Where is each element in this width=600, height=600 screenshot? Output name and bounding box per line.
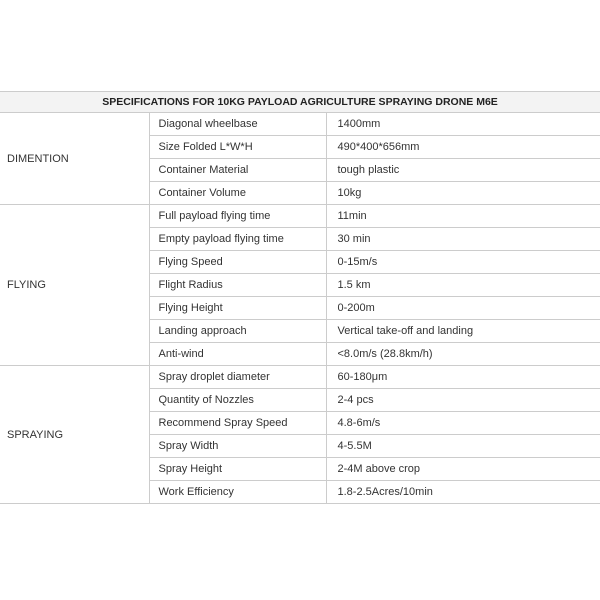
table-row <box>0 113 600 136</box>
spec-value: 2-4M above crop <box>326 458 600 481</box>
spec-value: Vertical take-off and landing <box>326 320 600 343</box>
spec-label: Empty payload flying time <box>149 228 326 251</box>
spec-value: tough plastic <box>326 159 600 182</box>
table-header-row <box>0 92 600 113</box>
spec-label: Flying Height <box>149 297 326 320</box>
spec-value: 30 min <box>326 228 600 251</box>
table-title: SPECIFICATIONS FOR 10KG PAYLOAD AGRICULTURE SPRAYING DRONE M6E <box>0 92 600 113</box>
spec-value: 0-200m <box>326 297 600 320</box>
spec-value: 4.8-6m/s <box>326 412 600 435</box>
group-label-dimention: DIMENTION <box>0 113 149 205</box>
spec-label: Recommend Spray Speed <box>149 412 326 435</box>
specifications-table <box>0 91 600 504</box>
spec-label: Container Material <box>149 159 326 182</box>
spec-label: Quantity of Nozzles <box>149 389 326 412</box>
spec-value: 0-15m/s <box>326 251 600 274</box>
spec-value: 11min <box>326 205 600 228</box>
spec-label: Work Efficiency <box>149 481 326 504</box>
spec-label: Full payload flying time <box>149 205 326 228</box>
spec-value: 2-4 pcs <box>326 389 600 412</box>
spec-value: 1400mm <box>326 113 600 136</box>
spec-label: Size Folded L*W*H <box>149 136 326 159</box>
spec-value: 60-180μm <box>326 366 600 389</box>
spec-label: Landing approach <box>149 320 326 343</box>
table-row <box>0 366 600 389</box>
group-label-flying: FLYING <box>0 205 149 366</box>
spec-value: 1.5 km <box>326 274 600 297</box>
spec-label: Container Volume <box>149 182 326 205</box>
spec-value: 1.8-2.5Acres/10min <box>326 481 600 504</box>
spec-label: Spray droplet diameter <box>149 366 326 389</box>
table-row <box>0 205 600 228</box>
spec-value: 10kg <box>326 182 600 205</box>
spec-label: Spray Height <box>149 458 326 481</box>
spec-label: Flight Radius <box>149 274 326 297</box>
spec-label: Spray Width <box>149 435 326 458</box>
spec-value: 4-5.5M <box>326 435 600 458</box>
group-label-spraying: SPRAYING <box>0 366 149 504</box>
spec-value: 490*400*656mm <box>326 136 600 159</box>
spec-value: <8.0m/s (28.8km/h) <box>326 343 600 366</box>
spec-label: Anti-wind <box>149 343 326 366</box>
spec-label: Flying Speed <box>149 251 326 274</box>
spec-label: Diagonal wheelbase <box>149 113 326 136</box>
